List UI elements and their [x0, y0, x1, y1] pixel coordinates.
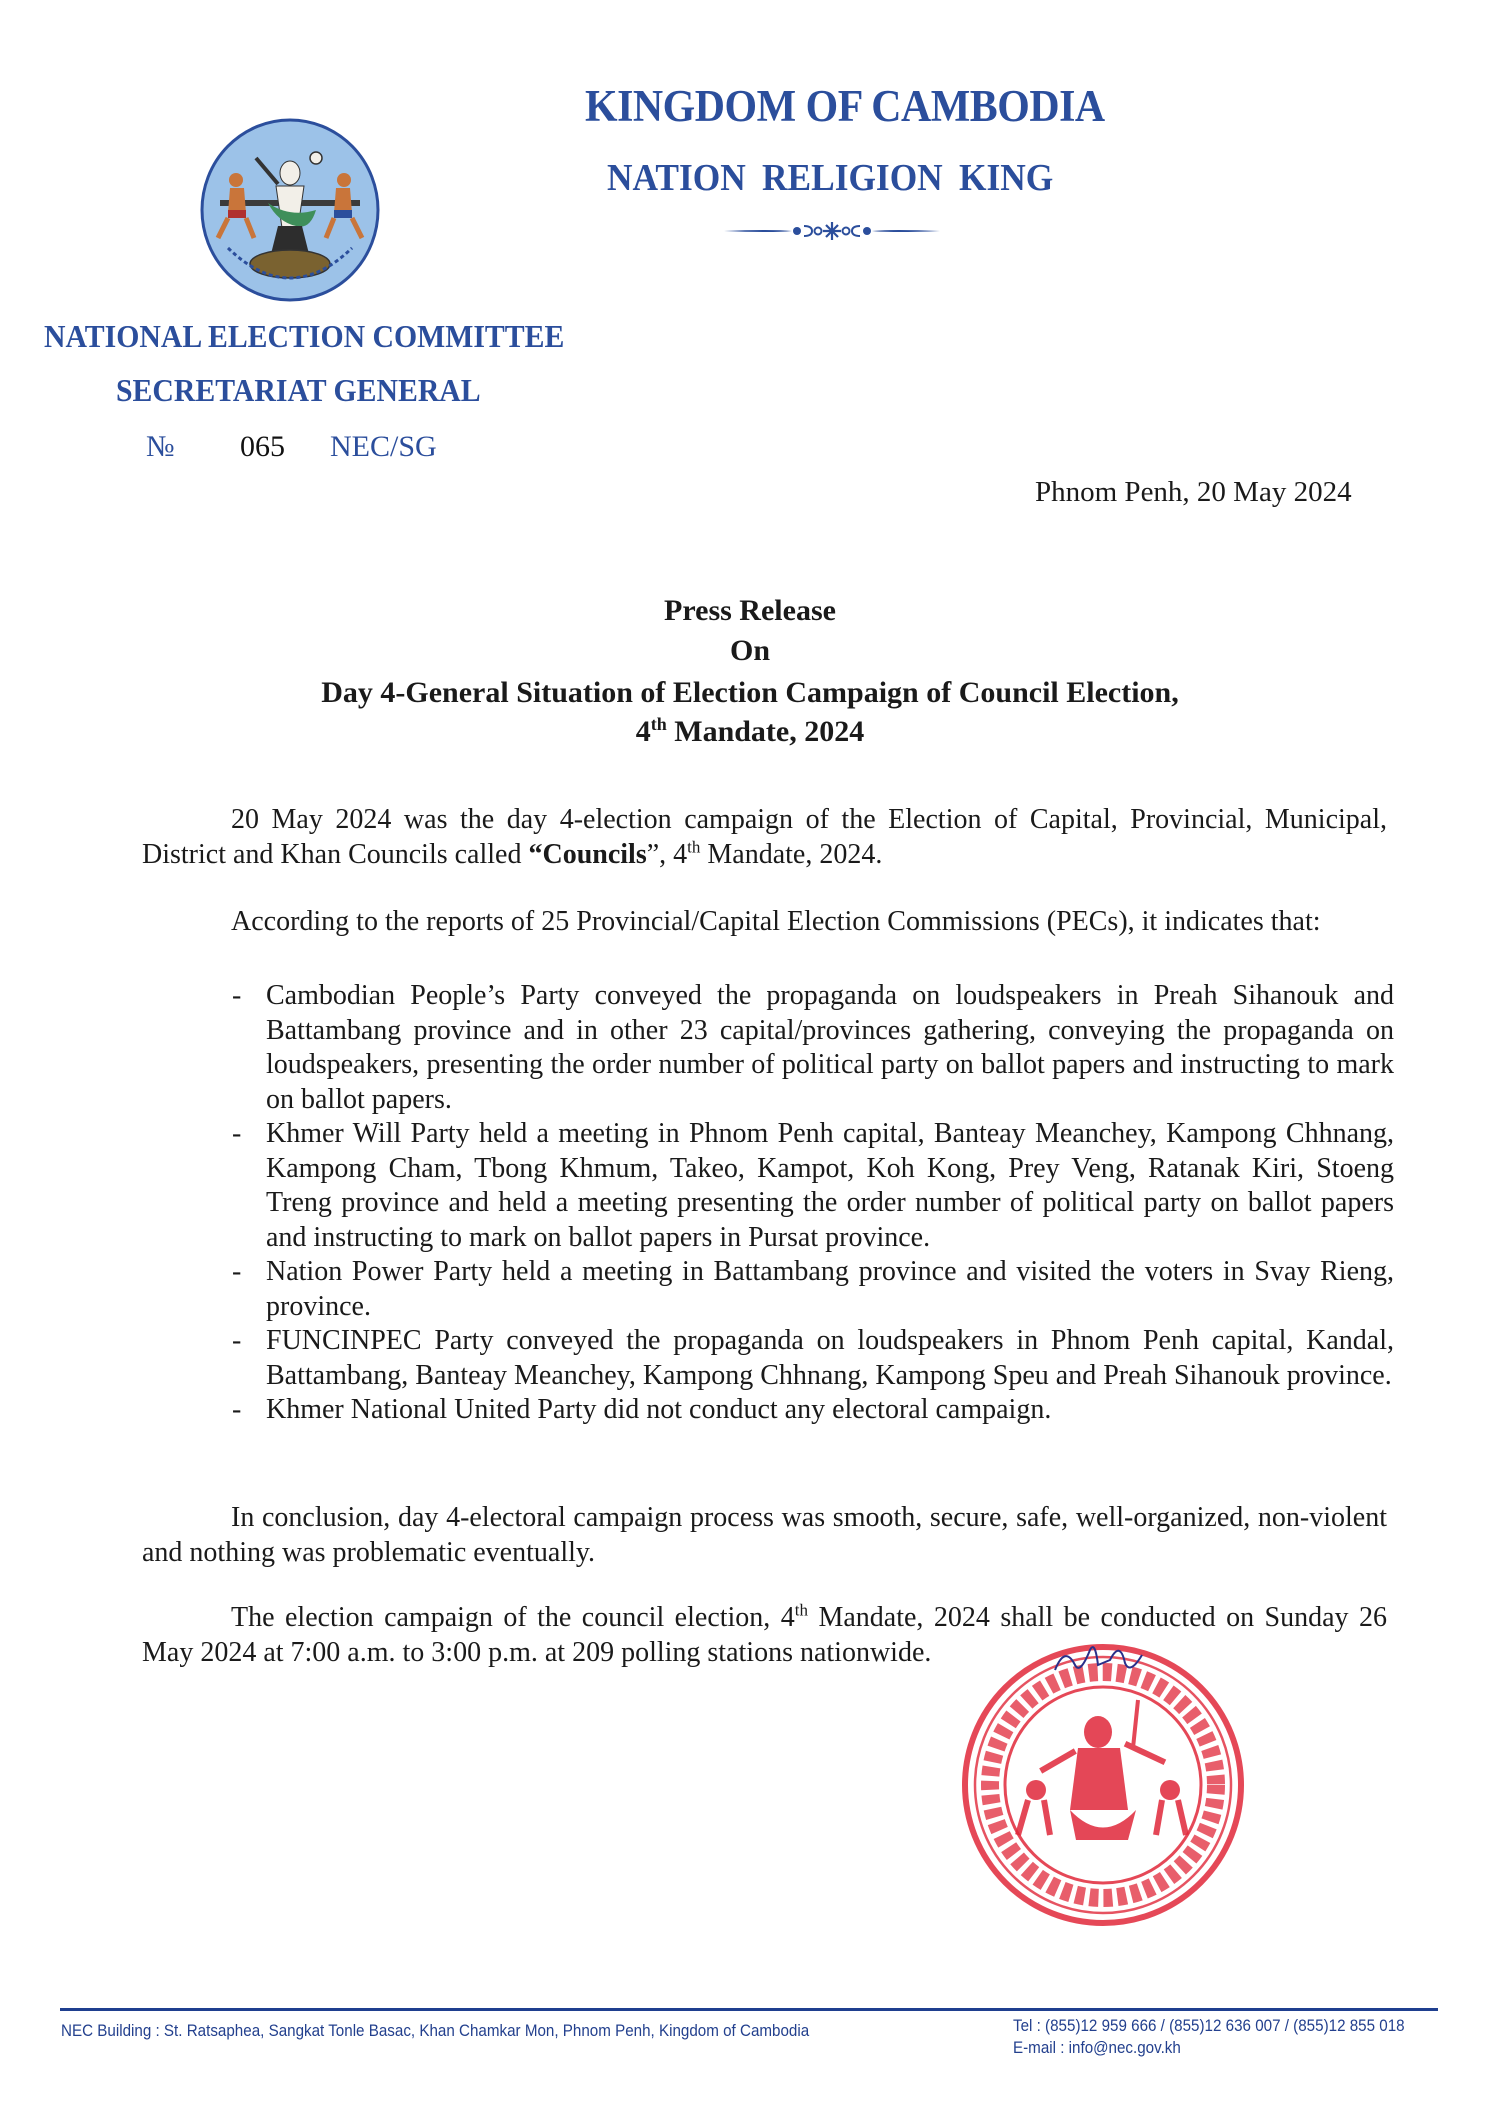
- document-title-line2: On: [729, 634, 771, 667]
- list-item: [232, 979, 1394, 1117]
- paragraph-schedule-text: The election campaign of the council election, 4: [231, 1602, 795, 1633]
- list-item-text: Cambodian People’s Party conveyed the propaganda on loudspeakers in Preah Sihanouk and Battambang province and in other 23 capital/provinces gathering, conveying the propaganda on loudspeakers, presenting the order number of political party on ballot papers and instructing to mark on ballot papers.: [266, 980, 1394, 1115]
- ornamental-divider-icon: [722, 220, 942, 242]
- official-seal-icon: [958, 1640, 1248, 1930]
- ordinal-suffix: th: [794, 1600, 808, 1620]
- title-ordinal-suffix: th: [650, 714, 667, 734]
- reference-symbol: №: [146, 430, 175, 463]
- list-item-text: Khmer National United Party did not conduct any electoral campaign.: [266, 1394, 1052, 1425]
- department-name: SECRETARIAT GENERAL: [116, 372, 481, 408]
- paragraph-intro-text: 20 May 2024 was the day 4-election campaign of the Election of Capital, Provincial, Municipal, District and Khan Councils called: [142, 804, 1387, 870]
- paragraph-conclusion-text: In conclusion, day 4-electoral campaign process was smooth, secure, safe, well-organized, non-violent and nothing was problematic eventually.: [142, 1502, 1387, 1568]
- organization-name: NATIONAL ELECTION COMMITTEE: [44, 318, 565, 354]
- document-title-line1: Press Release: [664, 594, 836, 627]
- list-item: [232, 1255, 1394, 1324]
- bullet-dash: -: [232, 1325, 242, 1356]
- title-mandate: Mandate, 2024: [666, 715, 865, 748]
- bullet-dash: -: [232, 980, 242, 1011]
- party-activity-list: [232, 979, 1394, 1428]
- footer-email[interactable]: E-mail : info@nec.gov.kh: [1013, 2039, 1181, 2057]
- document-title-line3: Day 4-General Situation of Election Campaign of Council Election,: [321, 676, 1179, 709]
- paragraph-intro-text-2: ”, 4: [646, 839, 688, 870]
- list-item: [232, 1324, 1394, 1393]
- list-item: [232, 1117, 1394, 1255]
- paragraph-reports: [142, 904, 1387, 939]
- paragraph-reports-text: According to the reports of 25 Provincial/Capital Election Commissions (PECs), it indicates that:: [231, 906, 1321, 937]
- list-item-text: FUNCINPEC Party conveyed the propaganda on loudspeakers in Phnom Penh capital, Kandal, Battambang, Banteay Meanchey, Kampong Chhnang, Kampong Speu and Preah Sihanouk province.: [266, 1325, 1394, 1391]
- title-ordinal: 4: [635, 715, 651, 748]
- place-date: Phnom Penh, 20 May 2024: [1035, 476, 1352, 508]
- footer-telephone: Tel : (855)12 959 666 / (855)12 636 007 / (855)12 855 018: [1013, 2017, 1405, 2035]
- bullet-dash: -: [232, 1118, 242, 1149]
- paragraph-conclusion: [142, 1500, 1387, 1570]
- paragraph-intro-text-3: Mandate, 2024.: [700, 839, 883, 870]
- bullet-dash: -: [232, 1256, 242, 1287]
- list-item-text: Khmer Will Party held a meeting in Phnom Penh capital, Banteay Meanchey, Kampong Chhnang, Kampong Cham, Tbong Khmum, Takeo, Kampot, Koh Kong, Prey Veng, Ratanak Kiri, Stoeng Treng province and held a meeting presenting the order number of political party on ballot papers and instructing to mark on ballot papers in Pursat province.: [266, 1118, 1394, 1253]
- bullet-dash: -: [232, 1394, 242, 1425]
- footer-divider: [60, 2008, 1438, 2011]
- list-item: [232, 1393, 1394, 1428]
- councils-emphasis: “Councils: [528, 839, 647, 870]
- paragraph-intro: [142, 802, 1387, 872]
- document-title-line4: [0, 714, 1500, 749]
- nec-emblem-icon: [198, 118, 382, 302]
- footer-address: NEC Building : St. Ratsaphea, Sangkat Tonle Basac, Khan Chamkar Mon, Phnom Penh, Kingdom of Cambodia: [61, 2022, 810, 2040]
- country-heading: KINGDOM OF CAMBODIA: [585, 81, 1105, 131]
- paragraph-schedule-text-2: Mandate, 2024 shall be conducted on Sunday 26 May 2024 at 7:00 a.m. to 3:00 p.m. at 209 polling stations nationwide.: [142, 1602, 1387, 1668]
- ordinal-suffix: th: [687, 837, 701, 857]
- reference-code: NEC/SG: [330, 430, 437, 463]
- signature-icon: [1050, 1635, 1150, 1680]
- list-item-text: Nation Power Party held a meeting in Battambang province and visited the voters in Svay Rieng, province.: [266, 1256, 1394, 1322]
- reference-number-value: 065: [240, 430, 285, 463]
- national-motto: NATION RELIGION KING: [607, 157, 1054, 199]
